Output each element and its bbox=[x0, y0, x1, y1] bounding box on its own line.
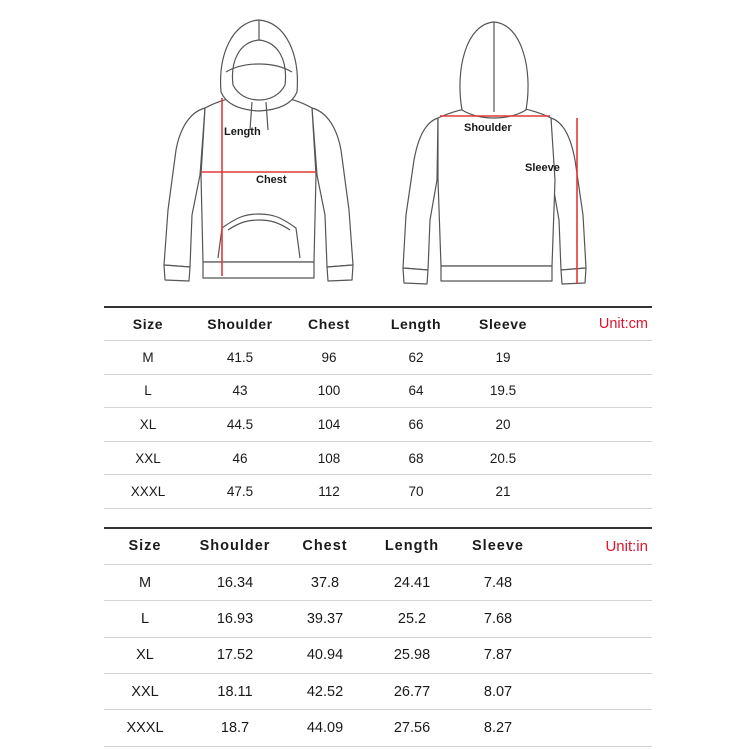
table-cell: 16.34 bbox=[216, 574, 254, 591]
table-cell: 25.98 bbox=[393, 647, 431, 664]
table-cell: 7.68 bbox=[483, 610, 513, 627]
table-row bbox=[104, 408, 652, 442]
empty-cell bbox=[544, 441, 652, 475]
table-cell: XXL bbox=[135, 450, 161, 466]
column-header: Shoulder bbox=[207, 316, 273, 333]
table-cell: 112 bbox=[318, 484, 340, 500]
table-cell: L bbox=[140, 610, 150, 627]
table-body-cm bbox=[104, 307, 652, 509]
empty-cell bbox=[544, 475, 652, 509]
table-cell: 19.5 bbox=[489, 383, 517, 399]
table-row bbox=[104, 564, 652, 600]
column-header: Length bbox=[390, 316, 442, 333]
hoodie-illustration bbox=[0, 0, 750, 300]
unit-label: Unit:in bbox=[605, 537, 648, 555]
table-cell: 108 bbox=[317, 450, 341, 466]
table-cell: M bbox=[142, 349, 154, 365]
table-cell: 7.48 bbox=[483, 574, 513, 591]
table-cell: 20.5 bbox=[489, 450, 517, 466]
table-row bbox=[104, 637, 652, 673]
table-cell: 27.56 bbox=[393, 720, 431, 737]
table-cell: XL bbox=[139, 417, 157, 433]
column-header: Chest bbox=[308, 316, 350, 333]
empty-cell bbox=[544, 374, 652, 408]
column-header: Size bbox=[132, 316, 164, 333]
table-row bbox=[104, 441, 652, 475]
table-cell: L bbox=[144, 383, 152, 399]
chest-label: Chest bbox=[256, 174, 287, 186]
table-cell: 25.2 bbox=[397, 610, 427, 627]
empty-cell bbox=[544, 408, 652, 442]
size-table-cm bbox=[104, 306, 652, 509]
table-row bbox=[104, 674, 652, 710]
table-cell: 20 bbox=[495, 417, 511, 433]
table-cell: 62 bbox=[408, 349, 424, 365]
empty-cell bbox=[538, 674, 652, 710]
table-cell: XXXL bbox=[130, 484, 166, 500]
table-cell: 16.93 bbox=[216, 610, 254, 627]
table-cell: M bbox=[138, 574, 152, 591]
header-row bbox=[104, 528, 652, 564]
table-cell: 7.87 bbox=[483, 647, 513, 664]
table-cell: XL bbox=[136, 647, 154, 664]
table-body-in bbox=[104, 528, 652, 746]
table-cell: 21 bbox=[495, 484, 511, 500]
column-header: Size bbox=[128, 538, 162, 555]
length-label: Length bbox=[224, 126, 261, 138]
table-cell: 43 bbox=[232, 383, 248, 399]
back-hoodie-drawing bbox=[403, 22, 586, 284]
table-cell: 47.5 bbox=[226, 484, 254, 500]
table-row bbox=[104, 374, 652, 408]
column-header: Sleeve bbox=[479, 316, 527, 333]
table-row bbox=[104, 341, 652, 375]
empty-cell bbox=[538, 601, 652, 637]
table-row bbox=[104, 710, 652, 746]
table-cell: 39.37 bbox=[306, 610, 344, 627]
table-cell: 104 bbox=[317, 417, 341, 433]
table-cell: 19 bbox=[495, 349, 511, 365]
table-cell: 17.52 bbox=[216, 647, 254, 664]
table-cell: 18.11 bbox=[217, 683, 253, 700]
column-header: Sleeve bbox=[472, 538, 524, 555]
unit-label: Unit:cm bbox=[598, 316, 648, 333]
table-cell: XXL bbox=[131, 683, 159, 700]
table-cell: 66 bbox=[408, 417, 424, 433]
table-row bbox=[104, 601, 652, 637]
column-header: Length bbox=[384, 538, 440, 555]
empty-cell bbox=[538, 637, 652, 673]
table-cell: XXXL bbox=[126, 720, 164, 737]
table-cell: 24.41 bbox=[393, 574, 431, 591]
table-cell: 44.09 bbox=[306, 720, 344, 737]
table-cell: 70 bbox=[408, 484, 424, 500]
hoodie-diagram bbox=[0, 0, 750, 300]
table-row bbox=[104, 475, 652, 509]
table-cell: 42.52 bbox=[306, 683, 344, 700]
table-cell: 68 bbox=[408, 450, 424, 466]
empty-cell bbox=[544, 341, 652, 375]
table-cell: 8.07 bbox=[483, 683, 513, 700]
table-cell: 26.77 bbox=[393, 683, 431, 700]
front-hoodie-drawing bbox=[164, 20, 353, 281]
empty-cell bbox=[538, 564, 652, 600]
column-header: Shoulder bbox=[199, 538, 271, 555]
table-cell: 64 bbox=[408, 383, 424, 399]
table-cell: 41.5 bbox=[226, 349, 254, 365]
table-cell: 44.5 bbox=[226, 417, 254, 433]
size-table-in bbox=[104, 527, 652, 747]
sleeve-label: Sleeve bbox=[525, 162, 560, 174]
table-cell: 18.7 bbox=[220, 720, 250, 737]
table-cell: 46 bbox=[232, 450, 248, 466]
header-row bbox=[104, 307, 652, 341]
empty-cell bbox=[538, 710, 652, 746]
table-cell: 40.94 bbox=[306, 647, 344, 664]
table-cell: 37.8 bbox=[310, 574, 340, 591]
table-cell: 96 bbox=[321, 349, 337, 365]
table-cell: 100 bbox=[317, 383, 341, 399]
table-cell: 8.27 bbox=[483, 720, 513, 737]
shoulder-label: Shoulder bbox=[464, 122, 512, 134]
column-header: Chest bbox=[302, 538, 348, 555]
